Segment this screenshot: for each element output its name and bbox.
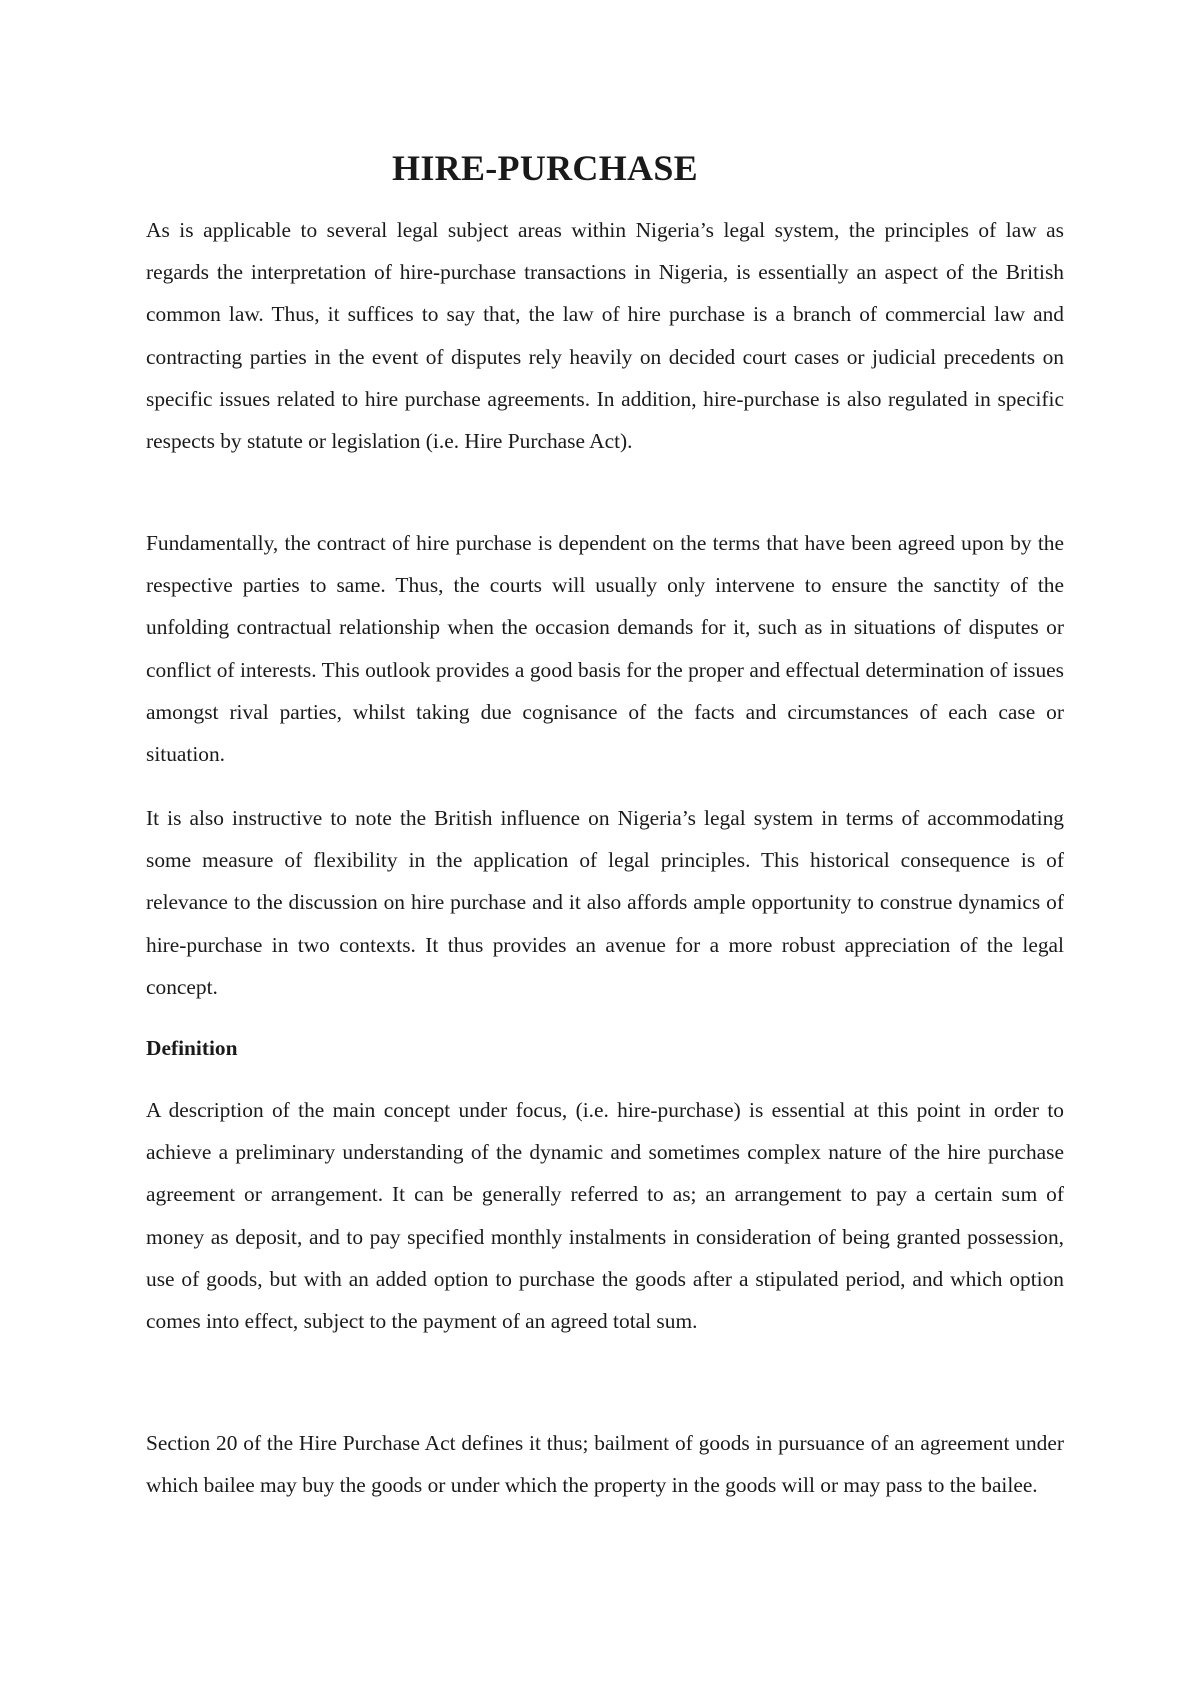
paragraph-intro: As is applicable to several legal subject areas within Nigeria’s legal system, the principles of law as regards the interpretation of hire-purchase transactions in Nigeria, is essentially an aspect of the British common law. Thus, it suffices to say that, the law of hire purchase is a branch of commercial law and contracting parties in the event of disputes rely heavily on decided court cases or judicial precedents on specific issues related to hire purchase agreements. In addition, hire-purchase is also regulated in specific respects by statute or legislation (i.e. Hire Purchase Act). xyxy=(146,218,1064,454)
section-heading-definition: Definition xyxy=(146,1036,238,1060)
paragraph-british-influence: It is also instructive to note the British influence on Nigeria’s legal system in terms of accommodating some measure of flexibility in the application of legal principles. This historical consequence is of relevance to the discussion on hire purchase and it also affords ample opportunity to construe dynamics of hire-purchase in two contexts. It thus provides an avenue for a more robust appreciation of the legal concept. xyxy=(146,806,1064,999)
document-title: HIRE-PURCHASE xyxy=(392,148,698,188)
paragraph-section-20: Section 20 of the Hire Purchase Act defines it thus; bailment of goods in pursuance of an agreement under which bailee may buy the goods or under which the property in the goods will or may pass to the bailee. xyxy=(146,1431,1064,1498)
paragraph-definition: A description of the main concept under focus, (i.e. hire-purchase) is essential at this point in order to achieve a preliminary understanding of the dynamic and sometimes complex nature of the hire purchase agreement or arrangement. It can be generally referred to as; an arrangement to pay a certain sum of money as deposit, and to pay specified monthly instalments in consideration of being granted possession, use of goods, but with an added option to purchase the goods after a stipulated period, and which option comes into effect, subject to the payment of an agreed total sum. xyxy=(146,1098,1064,1334)
paragraph-contract-terms: Fundamentally, the contract of hire purchase is dependent on the terms that have been agreed upon by the respective parties to same. Thus, the courts will usually only intervene to ensure the sanctity of the unfolding contractual relationship when the occasion demands for it, such as in situations of disputes or conflict of interests. This outlook provides a good basis for the proper and effectual determination of issues amongst rival parties, whilst taking due cognisance of the facts and circumstances of each case or situation. xyxy=(146,531,1064,767)
